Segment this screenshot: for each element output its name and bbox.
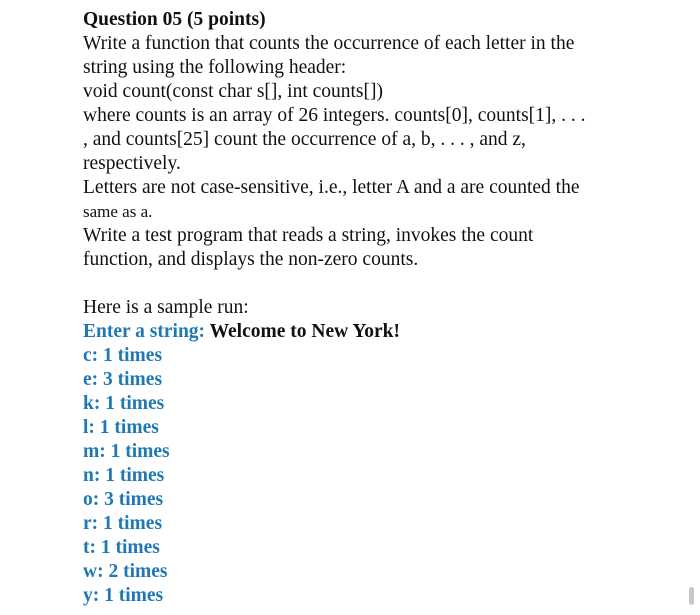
question-text-line: same as a.: [83, 202, 153, 221]
section-spacer: [83, 272, 643, 296]
scrollbar-thumb[interactable]: [689, 587, 694, 605]
question-text-line: , and counts[25] count the occurrence of a, b, . . . , and z,: [83, 129, 526, 150]
sample-output-line: y: 1 times: [83, 585, 164, 606]
sample-output-line: c: 1 times: [83, 345, 163, 366]
question-text-line: Write a test program that reads a string, invokes the count: [83, 225, 534, 246]
sample-output-line: k: 1 times: [83, 393, 165, 414]
sample-run-intro: Here is a sample run:: [83, 297, 249, 318]
sample-input-line: [83, 320, 643, 344]
sample-output-line: w: 2 times: [83, 561, 168, 582]
function-header: void count(const char s[], int counts[]): [83, 81, 384, 102]
sample-output-line: r: 1 times: [83, 513, 163, 534]
sample-output-line: m: 1 times: [83, 441, 170, 462]
question-text-line: where counts is an array of 26 integers. counts[0], counts[1], . . .: [83, 105, 586, 126]
question-content: [83, 8, 643, 608]
sample-output-line: l: 1 times: [83, 417, 159, 438]
sample-output-line: t: 1 times: [83, 537, 160, 558]
question-text-line: string using the following header:: [83, 57, 347, 78]
sample-output-line: e: 3 times: [83, 369, 163, 390]
question-text-line: Letters are not case-sensitive, i.e., letter A and a are counted the: [83, 177, 580, 198]
question-text-line: Write a function that counts the occurrence of each letter in the: [83, 33, 575, 54]
question-title: Question 05 (5 points): [83, 9, 266, 30]
question-text-line: function, and displays the non-zero counts.: [83, 249, 419, 270]
sample-output-line: o: 3 times: [83, 489, 164, 510]
sample-prompt: Enter a string:: [83, 321, 210, 342]
sample-input: Welcome to New York!: [209, 321, 401, 342]
question-text-line: respectively.: [83, 153, 181, 174]
sample-output-line: n: 1 times: [83, 465, 165, 486]
